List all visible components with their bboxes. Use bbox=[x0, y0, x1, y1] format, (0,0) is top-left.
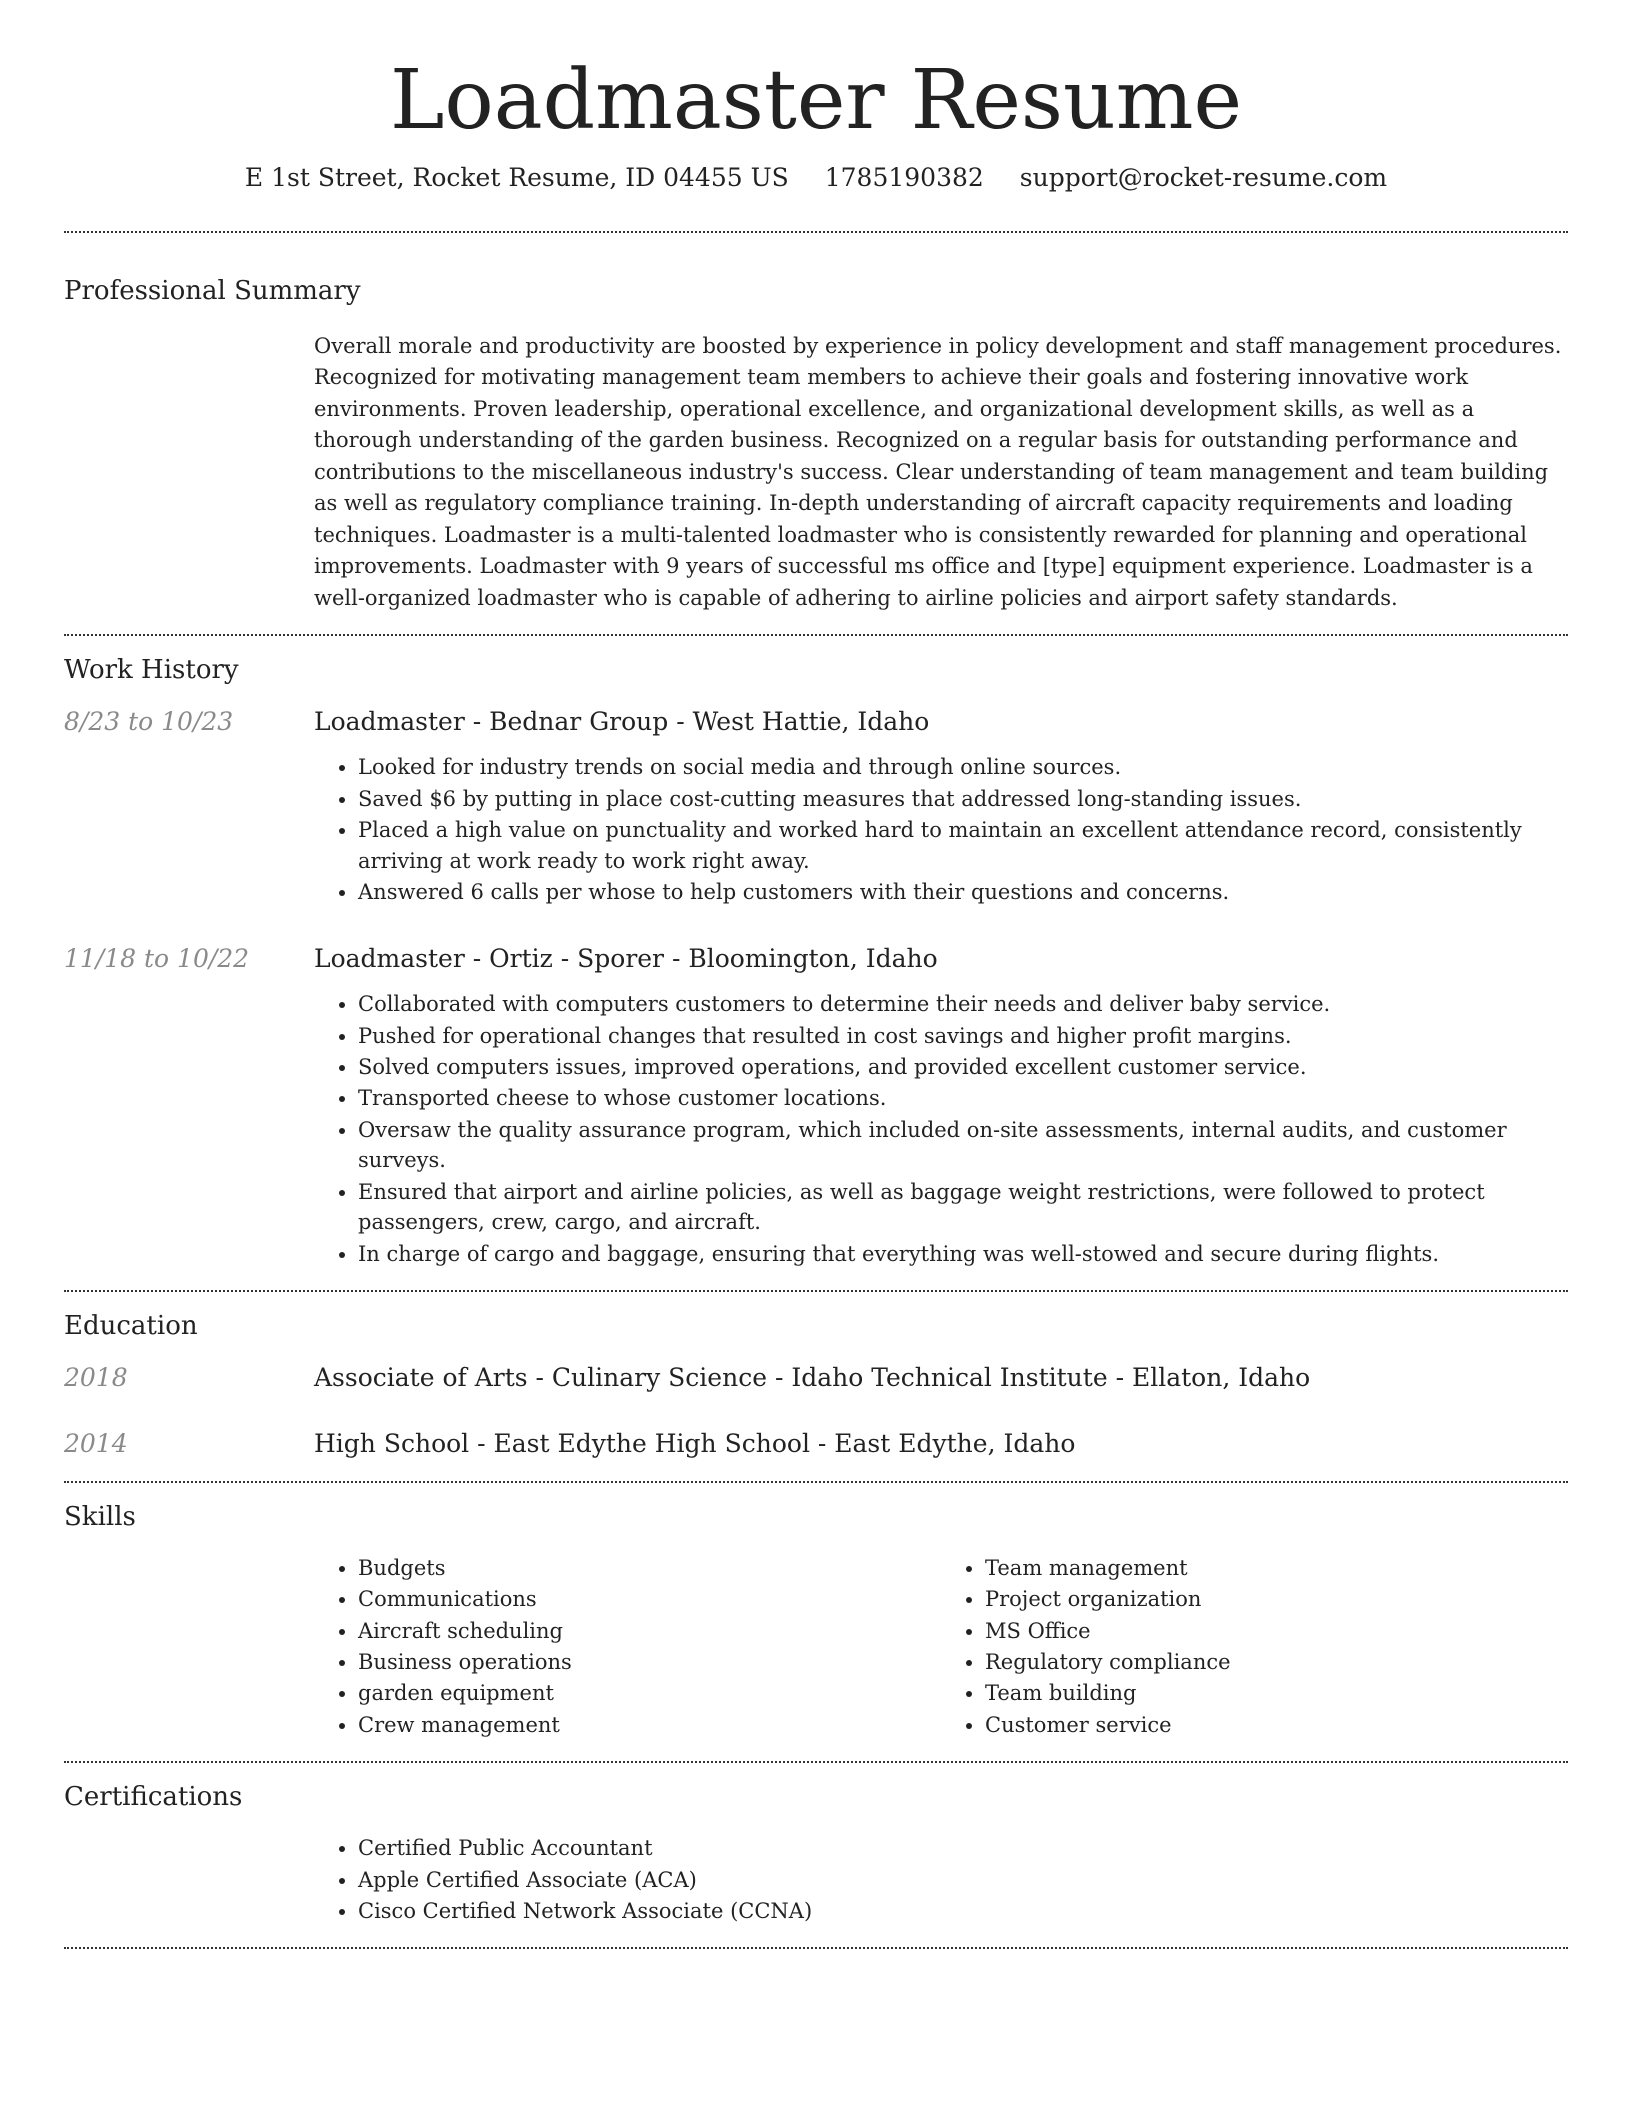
list-item: • In charge of cargo and baggage, ensuring that everything was well-stowed and secure during flights. bbox=[358, 1239, 1568, 1269]
list-item: • Transported cheese to whose customer locations. bbox=[358, 1083, 1568, 1113]
list-item: • Regulatory compliance bbox=[985, 1647, 1568, 1677]
education-title: Associate of Arts - Culinary Science - Idaho Technical Institute - Ellaton, Idaho bbox=[314, 1362, 1311, 1392]
page-title: Loadmaster Resume bbox=[389, 53, 1243, 148]
education-year: 2014 bbox=[64, 1429, 128, 1459]
skills-columns bbox=[314, 1553, 1568, 1742]
list-item: • Aircraft scheduling bbox=[358, 1616, 941, 1646]
job-details bbox=[314, 943, 1568, 1270]
certifications-list bbox=[314, 1833, 1568, 1927]
job-bullets bbox=[314, 989, 1568, 1269]
education-entry bbox=[64, 1362, 1568, 1395]
list-item: • Budgets bbox=[358, 1553, 941, 1583]
section-title-summary: Professional Summary bbox=[64, 275, 361, 306]
skills-section bbox=[64, 1483, 1568, 1761]
certifications-column bbox=[314, 1833, 1568, 1927]
divider bbox=[64, 1947, 1568, 1949]
list-item: • MS Office bbox=[985, 1616, 1568, 1646]
section-title-education: Education bbox=[64, 1311, 198, 1342]
list-item: • Ensured that airport and airline policies, as well as baggage weight restrictions, were followed to protect passengers, crew, cargo, and aircraft. bbox=[358, 1177, 1568, 1238]
list-item: • Pushed for operational changes that resulted in cost savings and higher profit margins. bbox=[358, 1021, 1568, 1051]
list-item: • Apple Certified Associate (ACA) bbox=[358, 1865, 1568, 1895]
education-row bbox=[64, 1428, 1568, 1461]
skills-list-right bbox=[941, 1553, 1568, 1742]
list-item: • Team building bbox=[985, 1678, 1568, 1708]
skills-list-left bbox=[314, 1553, 941, 1742]
job-entry bbox=[64, 706, 1568, 909]
job-bullets bbox=[314, 752, 1568, 907]
job-entry bbox=[64, 943, 1568, 1270]
education-entry bbox=[64, 1428, 1568, 1461]
list-item: • Crew management bbox=[358, 1710, 941, 1740]
summary-text: Overall morale and productivity are boosted by experience in policy development and staff management procedures. Recognized for motivating management team members to achieve their goals and fostering innovative work environments. Proven leadership, operational excellence, and organizational development skills, as well as a thorough understanding of the garden business. Recognized on a regular basis for outstanding performance and contributions to the miscellaneous industry's success. Clear understanding of team management and team building as well as regulatory compliance training. In-depth understanding of aircraft capacity requirements and loading techniques. Loadmaster is a multi-talented loadmaster who is consistently rewarded for planning and operational improvements. Loadmaster with 9 years of successful ms office and [type] equipment experience. Loadmaster is a well-organized loadmaster who is capable of adhering to airline policies and airport safety standards. bbox=[314, 333, 1562, 610]
summary-section bbox=[64, 233, 1568, 634]
education-year: 2018 bbox=[64, 1362, 128, 1392]
contact-address: E 1st Street, Rocket Resume, ID 04455 US bbox=[244, 163, 789, 193]
job-details bbox=[314, 706, 1568, 909]
job-row bbox=[64, 943, 1568, 1270]
list-item: • garden equipment bbox=[358, 1678, 941, 1708]
list-item: • Saved $6 by putting in place cost-cutting measures that addressed long-standing issues. bbox=[358, 784, 1568, 814]
list-item: • Collaborated with computers customers to determine their needs and deliver baby service. bbox=[358, 989, 1568, 1019]
education-section bbox=[64, 1292, 1568, 1481]
contact-email: support@rocket-resume.com bbox=[1019, 163, 1388, 193]
job-row bbox=[64, 706, 1568, 909]
list-item: • Project organization bbox=[985, 1584, 1568, 1614]
contact-line bbox=[64, 162, 1568, 195]
job-title: Loadmaster - Bednar Group - West Hattie, Idaho bbox=[314, 706, 930, 736]
list-item: • Answered 6 calls per whose to help customers with their questions and concerns. bbox=[358, 877, 1568, 907]
section-title-work-history: Work History bbox=[64, 655, 239, 686]
list-item: • Oversaw the quality assurance program, which included on-site assessments, internal audits, and customer surveys. bbox=[358, 1115, 1568, 1176]
section-title-skills: Skills bbox=[64, 1501, 136, 1532]
list-item: • Customer service bbox=[985, 1710, 1568, 1740]
list-item: • Placed a high value on punctuality and worked hard to maintain an excellent attendance record, consistently arriving at work ready to work right away. bbox=[358, 815, 1568, 876]
job-dates: 11/18 to 10/22 bbox=[64, 943, 250, 973]
job-title: Loadmaster - Ortiz - Sporer - Bloomington, Idaho bbox=[314, 943, 938, 973]
education-row bbox=[64, 1362, 1568, 1395]
list-item: • Solved computers issues, improved operations, and provided excellent customer service. bbox=[358, 1052, 1568, 1082]
education-title: High School - East Edythe High School - East Edythe, Idaho bbox=[314, 1429, 1076, 1459]
list-item: • Looked for industry trends on social media and through online sources. bbox=[358, 752, 1568, 782]
contact-phone: 1785190382 bbox=[824, 163, 984, 193]
list-item: • Certified Public Accountant bbox=[358, 1833, 1568, 1863]
list-item: • Communications bbox=[358, 1584, 941, 1614]
job-dates: 8/23 to 10/23 bbox=[64, 706, 234, 736]
certifications-section bbox=[64, 1763, 1568, 1947]
work-history-section bbox=[64, 636, 1568, 1290]
list-item: • Business operations bbox=[358, 1647, 941, 1677]
list-item: • Team management bbox=[985, 1553, 1568, 1583]
list-item: • Cisco Certified Network Associate (CCNA) bbox=[358, 1896, 1568, 1926]
section-title-certifications: Certifications bbox=[64, 1782, 243, 1813]
